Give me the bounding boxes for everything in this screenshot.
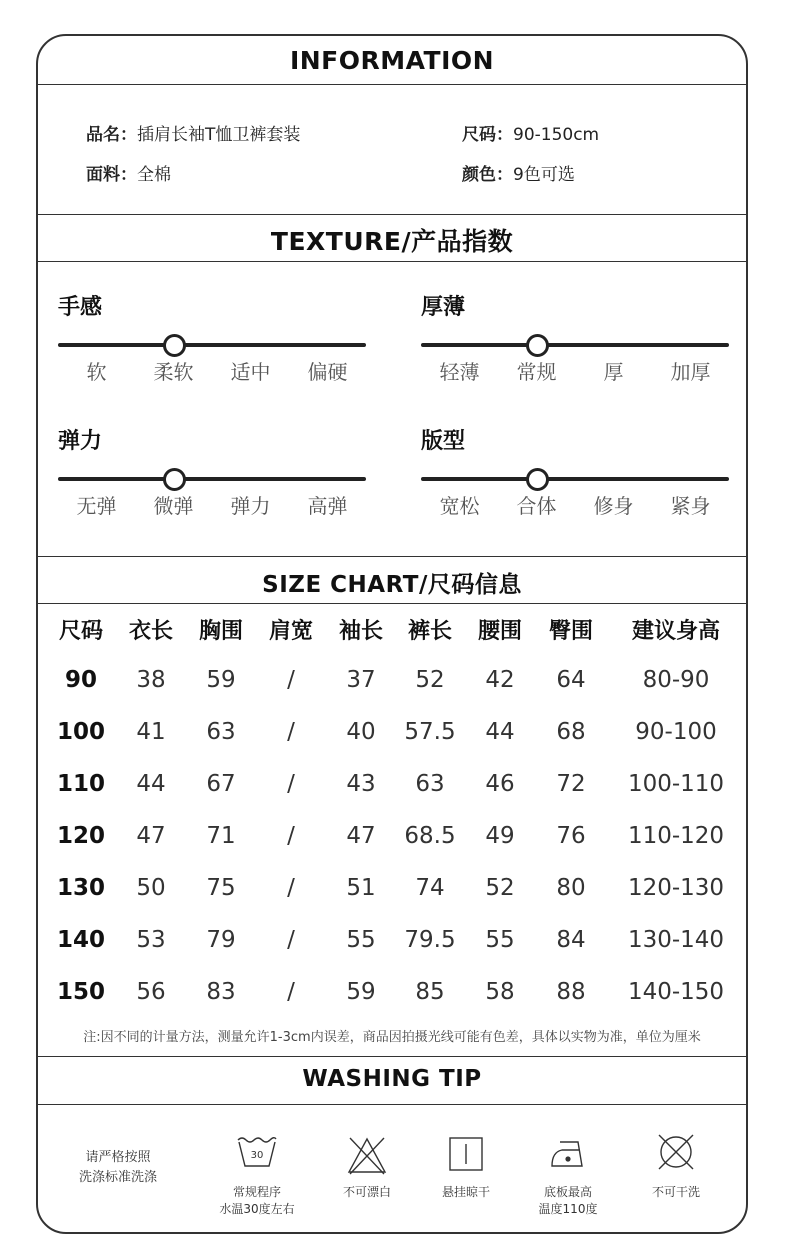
texture-scale-option: 无弹 xyxy=(76,494,117,518)
divider xyxy=(38,261,746,262)
texture-scale-label: 版型 xyxy=(421,429,466,454)
table-row xyxy=(46,862,746,914)
size-chart-header-cell: 肩宽 xyxy=(268,618,313,644)
texture-scale-marker xyxy=(163,468,186,491)
measure-cell: 58 xyxy=(485,979,515,1005)
wash-tub-icon xyxy=(236,1136,278,1168)
washing-title: WASHING TIP xyxy=(302,1066,482,1092)
measure-cell: 55 xyxy=(346,927,376,953)
measure-cell: 47 xyxy=(136,823,166,849)
size-label: 尺码： xyxy=(462,125,513,145)
measure-cell: 55 xyxy=(485,927,515,953)
measure-cell: 56 xyxy=(136,979,166,1005)
divider xyxy=(38,214,746,215)
measure-cell: 44 xyxy=(485,719,515,745)
info-card xyxy=(36,34,748,1234)
measure-cell: 88 xyxy=(556,979,586,1005)
size-chart-title: SIZE CHART/尺码信息 xyxy=(262,572,522,598)
size-chart-header-cell: 裤长 xyxy=(407,618,452,644)
texture-scale-option: 高弹 xyxy=(307,494,348,518)
divider xyxy=(38,84,746,85)
texture-scale-track xyxy=(421,343,729,347)
size-cell: 150 xyxy=(56,979,105,1005)
measure-cell: 46 xyxy=(485,771,515,797)
measure-cell: 57.5 xyxy=(404,719,456,745)
measure-cell: 37 xyxy=(346,667,376,693)
measure-cell: 68.5 xyxy=(404,823,456,849)
measure-cell: / xyxy=(287,771,295,797)
size-chart-header-cell: 尺码 xyxy=(58,618,103,644)
wash-label-hang-dry xyxy=(416,1184,516,1201)
measure-cell: 47 xyxy=(346,823,376,849)
divider xyxy=(38,1104,746,1105)
texture-scale-marker xyxy=(526,334,549,357)
fabric-label: 面料： xyxy=(86,165,137,185)
texture-scale-option: 紧身 xyxy=(670,494,711,518)
measure-cell: / xyxy=(287,719,295,745)
product-name-label: 品名： xyxy=(86,125,137,145)
wash-label-line2: 水温30度左右 xyxy=(219,1202,295,1216)
measure-cell: 59 xyxy=(206,667,236,693)
measure-cell: 42 xyxy=(485,667,515,693)
no-dry-clean-icon xyxy=(656,1132,696,1172)
measure-cell: 110-120 xyxy=(627,823,725,849)
measure-cell: 59 xyxy=(346,979,376,1005)
wash-label-line1: 不可干洗 xyxy=(651,1185,700,1199)
size-chart-header-cell: 腰围 xyxy=(477,618,522,644)
measure-cell: 52 xyxy=(485,875,515,901)
wash-temp-text: 30 xyxy=(250,1150,264,1161)
measure-cell: 74 xyxy=(415,875,445,901)
size-cell: 140 xyxy=(56,927,105,953)
measure-cell: 140-150 xyxy=(627,979,725,1005)
size-chart-header-cell: 臀围 xyxy=(548,618,593,644)
wash-label-no-bleach xyxy=(318,1184,416,1201)
texture-scale-track xyxy=(421,477,729,481)
measure-cell: / xyxy=(287,823,295,849)
size-cell: 100 xyxy=(56,719,105,745)
texture-scale-option: 微弹 xyxy=(153,494,194,518)
texture-scale-track xyxy=(58,477,366,481)
size-chart-header-cell: 胸围 xyxy=(198,618,243,644)
measure-cell: 100-110 xyxy=(627,771,725,797)
wash-label-line1: 底板最高 xyxy=(543,1185,592,1199)
texture-scale-option: 柔软 xyxy=(153,360,194,384)
size-chart-table xyxy=(46,604,746,1018)
table-row xyxy=(46,654,746,706)
measure-cell: 80-90 xyxy=(642,667,710,693)
size-row xyxy=(462,120,599,145)
texture-scale-option: 宽松 xyxy=(439,494,480,518)
size-cell: 120 xyxy=(56,823,105,849)
wash-label-normal xyxy=(198,1184,316,1218)
fabric-row xyxy=(86,160,171,185)
size-chart-header xyxy=(46,604,746,654)
texture-scale-label: 手感 xyxy=(58,295,103,320)
measure-cell: 51 xyxy=(346,875,376,901)
measure-cell: 40 xyxy=(346,719,376,745)
table-row xyxy=(46,966,746,1018)
size-cell: 90 xyxy=(64,667,97,693)
washing-intro-line1: 请严格按照 xyxy=(85,1150,151,1165)
measure-cell: 120-130 xyxy=(627,875,725,901)
measure-cell: 83 xyxy=(206,979,236,1005)
texture-scale-option: 厚 xyxy=(603,360,624,384)
measure-cell: 79 xyxy=(206,927,236,953)
measure-cell: 75 xyxy=(206,875,236,901)
size-cell: 110 xyxy=(56,771,105,797)
measure-cell: 64 xyxy=(556,667,586,693)
measure-cell: 79.5 xyxy=(404,927,456,953)
measure-cell: 38 xyxy=(136,667,166,693)
product-name-row xyxy=(86,120,300,145)
color-row xyxy=(462,160,575,185)
texture-scale-option: 轻薄 xyxy=(439,360,480,384)
texture-scale-marker xyxy=(526,468,549,491)
texture-scale-label: 弹力 xyxy=(58,429,103,454)
wash-label-no-dry-clean xyxy=(626,1184,726,1201)
measure-cell: 68 xyxy=(556,719,586,745)
measure-cell: 53 xyxy=(136,927,166,953)
measure-cell: 85 xyxy=(415,979,445,1005)
measure-cell: 49 xyxy=(485,823,515,849)
measure-cell: 44 xyxy=(136,771,166,797)
measure-cell: 76 xyxy=(556,823,586,849)
measure-cell: 52 xyxy=(415,667,445,693)
texture-scale-label: 厚薄 xyxy=(421,295,466,320)
fabric-value: 全棉 xyxy=(137,165,171,185)
size-chart-note: 注:因不同的计量方法，测量允许1-3cm内误差，商品因拍摄光线可能有色差，具体以实物为准，单位为厘米 xyxy=(83,1030,701,1045)
no-bleach-icon xyxy=(346,1136,388,1176)
measure-cell: 41 xyxy=(136,719,166,745)
color-value: 9色可选 xyxy=(513,165,575,185)
measure-cell: 67 xyxy=(206,771,236,797)
information-title: INFORMATION xyxy=(289,46,495,75)
washing-intro xyxy=(58,1148,178,1188)
measure-cell: 130-140 xyxy=(627,927,725,953)
size-chart-header-cell: 袖长 xyxy=(338,618,383,644)
size-chart-header-cell: 建议身高 xyxy=(631,618,720,644)
wash-label-line1: 常规程序 xyxy=(232,1185,281,1199)
divider xyxy=(38,556,746,557)
measure-cell: / xyxy=(287,927,295,953)
texture-scale-option: 软 xyxy=(86,360,107,384)
divider xyxy=(38,1056,746,1057)
table-row xyxy=(46,914,746,966)
measure-cell: 43 xyxy=(346,771,376,797)
measure-cell: / xyxy=(287,979,295,1005)
texture-scale-track xyxy=(58,343,366,347)
size-cell: 130 xyxy=(56,875,105,901)
measure-cell: 84 xyxy=(556,927,586,953)
measure-cell: 72 xyxy=(556,771,586,797)
wash-label-line2: 温度110度 xyxy=(538,1202,598,1216)
measure-cell: 71 xyxy=(206,823,236,849)
size-value: 90-150cm xyxy=(513,125,600,145)
texture-scale-option: 偏硬 xyxy=(307,360,348,384)
wash-label-line1: 不可漂白 xyxy=(342,1185,391,1199)
measure-cell: 80 xyxy=(556,875,586,901)
texture-title: TEXTURE/产品指数 xyxy=(270,227,514,256)
texture-scale-option: 合体 xyxy=(516,494,557,518)
texture-scale-option: 加厚 xyxy=(670,360,711,384)
measure-cell: / xyxy=(287,875,295,901)
measure-cell: 90-100 xyxy=(635,719,717,745)
hang-dry-icon xyxy=(448,1136,484,1172)
texture-scale-option: 常规 xyxy=(516,360,557,384)
texture-scale-option: 弹力 xyxy=(230,494,271,518)
table-row xyxy=(46,758,746,810)
washing-intro-line2: 洗涤标准洗涤 xyxy=(78,1170,157,1185)
table-row xyxy=(46,706,746,758)
table-row xyxy=(46,810,746,862)
wash-label-line1: 悬挂晾干 xyxy=(441,1185,490,1199)
color-label: 颜色： xyxy=(462,165,513,185)
wash-label-iron xyxy=(518,1184,618,1218)
texture-scale-marker xyxy=(163,334,186,357)
measure-cell: 63 xyxy=(206,719,236,745)
product-name-value: 插肩长袖T恤卫裤套装 xyxy=(137,125,301,145)
measure-cell: 50 xyxy=(136,875,166,901)
texture-scale-option: 修身 xyxy=(593,494,634,518)
measure-cell: / xyxy=(287,667,295,693)
size-chart-header-cell: 衣长 xyxy=(128,618,173,644)
measure-cell: 63 xyxy=(415,771,445,797)
iron-icon xyxy=(548,1136,588,1170)
texture-scale-option: 适中 xyxy=(230,360,271,384)
